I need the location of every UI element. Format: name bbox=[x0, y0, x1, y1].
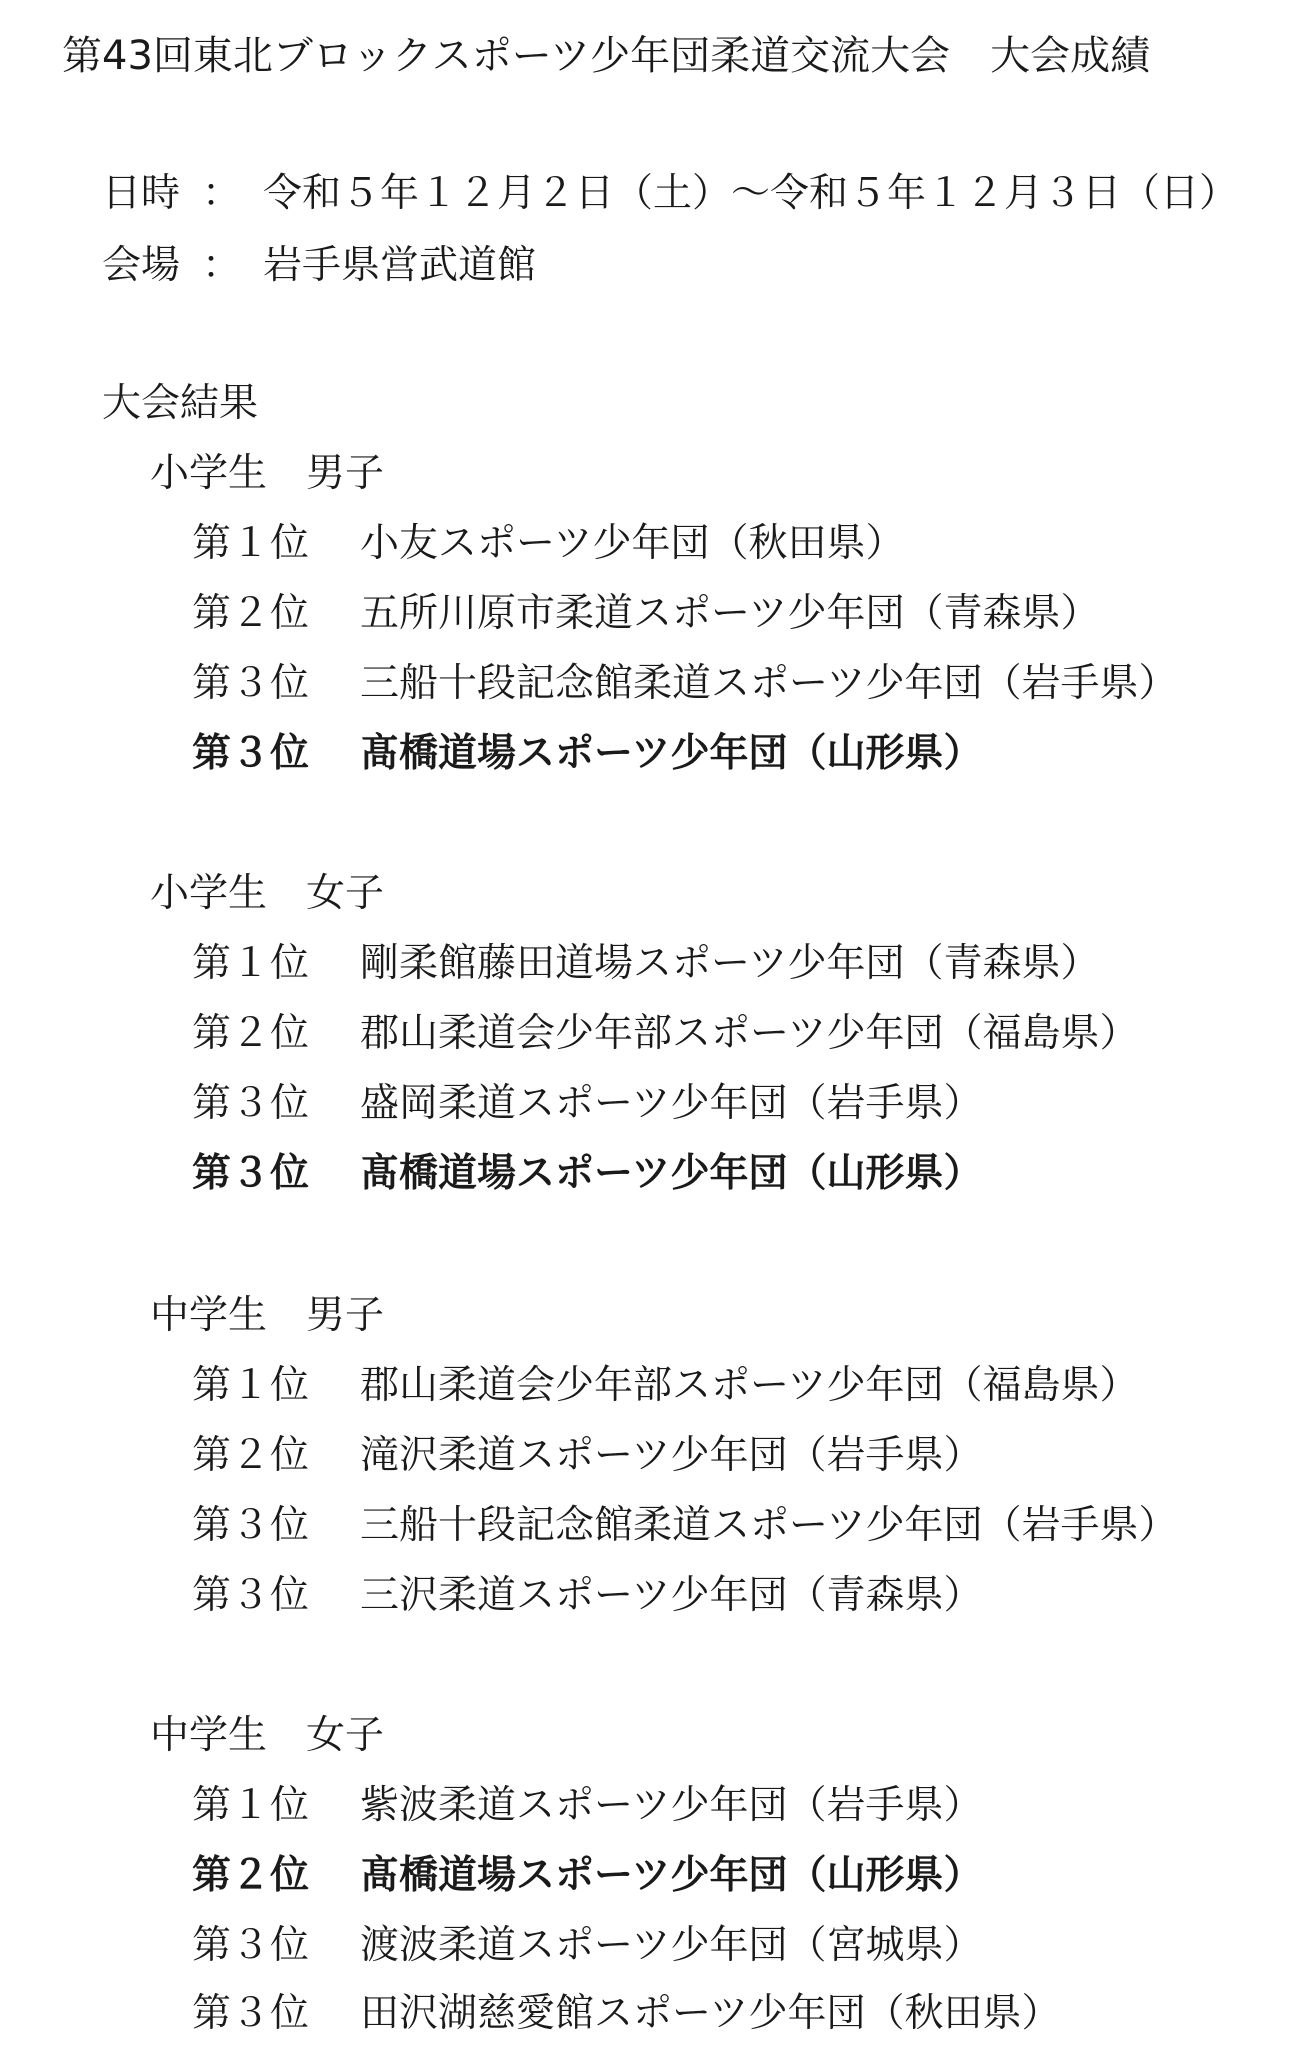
team-name: 三船十段記念館柔道スポーツ少年団（岩手県） bbox=[360, 661, 1178, 706]
venue-label: 会場 bbox=[102, 243, 181, 288]
result-row bbox=[192, 1360, 1138, 1412]
rank-label: 第３位 bbox=[192, 1991, 310, 2036]
venue-row bbox=[102, 240, 536, 292]
category-header: 中学生 女子 bbox=[150, 1713, 385, 1758]
rank-label: 第１位 bbox=[192, 521, 310, 566]
team-name: 髙橋道場スポーツ少年団（山形県） bbox=[360, 1853, 983, 1898]
rank-label: 第２位 bbox=[192, 1433, 310, 1478]
rank-label: 第３位 bbox=[192, 1503, 310, 1548]
venue-value: 岩手県営武道館 bbox=[263, 243, 537, 288]
rank-label: 第２位 bbox=[192, 591, 310, 636]
result-row-highlighted bbox=[192, 1850, 982, 1902]
team-name: 紫波柔道スポーツ少年団（岩手県） bbox=[360, 1783, 983, 1828]
result-row bbox=[192, 518, 904, 570]
team-name: 滝沢柔道スポーツ少年団（岩手県） bbox=[360, 1433, 983, 1478]
results-heading: 大会結果 bbox=[102, 381, 259, 426]
result-row bbox=[192, 658, 1177, 710]
rank-label: 第３位 bbox=[192, 1923, 310, 1968]
rank-label: 第３位 bbox=[192, 731, 310, 776]
date-separator: ： bbox=[202, 171, 242, 216]
date-row bbox=[102, 168, 1238, 220]
result-row bbox=[192, 1500, 1177, 1552]
team-name: 田沢湖慈愛館スポーツ少年団（秋田県） bbox=[360, 1991, 1061, 2036]
rank-label: 第１位 bbox=[192, 941, 310, 986]
result-row bbox=[192, 588, 1099, 640]
team-name: 剛柔館藤田道場スポーツ少年団（青森県） bbox=[360, 941, 1100, 986]
team-name: 郡山柔道会少年部スポーツ少年団（福島県） bbox=[360, 1363, 1139, 1408]
team-name: 三沢柔道スポーツ少年団（青森県） bbox=[360, 1573, 983, 1618]
team-name: 髙橋道場スポーツ少年団（山形県） bbox=[360, 1151, 983, 1196]
result-row bbox=[192, 1430, 982, 1482]
result-row bbox=[192, 1008, 1138, 1060]
result-row bbox=[192, 938, 1099, 990]
result-row-highlighted bbox=[192, 1148, 982, 1200]
team-name: 三船十段記念館柔道スポーツ少年団（岩手県） bbox=[360, 1503, 1178, 1548]
team-name: 五所川原市柔道スポーツ少年団（青森県） bbox=[360, 591, 1100, 636]
rank-label: 第３位 bbox=[192, 661, 310, 706]
result-row bbox=[192, 1078, 982, 1130]
team-name: 小友スポーツ少年団（秋田県） bbox=[360, 521, 905, 566]
team-name: 盛岡柔道スポーツ少年団（岩手県） bbox=[360, 1081, 983, 1126]
date-value: 令和５年１２月２日（土）～令和５年１２月３日（日） bbox=[263, 171, 1239, 216]
category-header: 小学生 女子 bbox=[150, 871, 385, 916]
date-label: 日時 bbox=[102, 171, 181, 216]
result-row-highlighted bbox=[192, 728, 982, 780]
result-row bbox=[192, 1988, 1060, 2040]
rank-label: 第１位 bbox=[192, 1363, 310, 1408]
team-name: 渡波柔道スポーツ少年団（宮城県） bbox=[360, 1923, 983, 1968]
rank-label: 第２位 bbox=[192, 1011, 310, 1056]
category-header: 小学生 男子 bbox=[150, 451, 385, 496]
page-title: 第43回東北ブロックスポーツ少年団柔道交流大会 大会成績 bbox=[62, 33, 1151, 79]
result-row bbox=[192, 1780, 982, 1832]
team-name: 郡山柔道会少年部スポーツ少年団（福島県） bbox=[360, 1011, 1139, 1056]
result-row bbox=[192, 1920, 982, 1972]
rank-label: 第３位 bbox=[192, 1151, 310, 1196]
result-row bbox=[192, 1570, 982, 1622]
rank-label: 第３位 bbox=[192, 1081, 310, 1126]
rank-label: 第３位 bbox=[192, 1573, 310, 1618]
team-name: 髙橋道場スポーツ少年団（山形県） bbox=[360, 731, 983, 776]
rank-label: 第２位 bbox=[192, 1853, 310, 1898]
venue-separator: ： bbox=[202, 243, 242, 288]
rank-label: 第１位 bbox=[192, 1783, 310, 1828]
category-header: 中学生 男子 bbox=[150, 1293, 385, 1338]
